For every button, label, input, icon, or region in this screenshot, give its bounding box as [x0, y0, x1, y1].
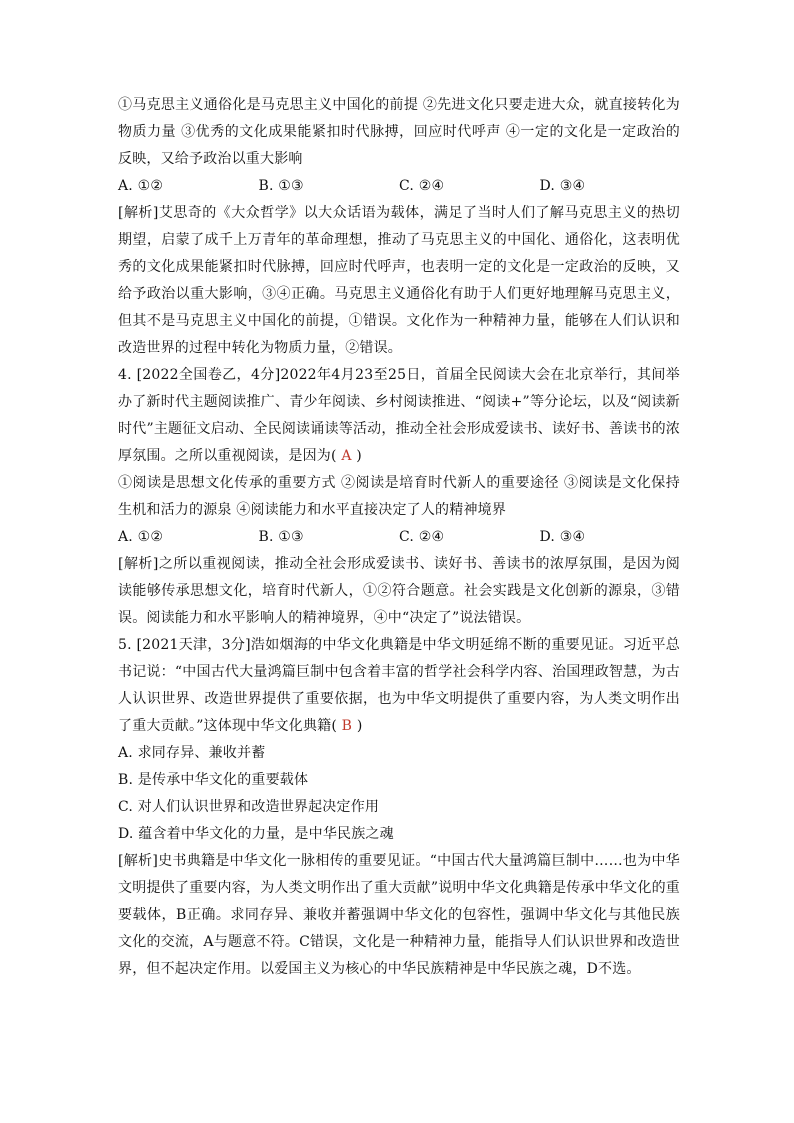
q4-option-a: A. ①② [118, 529, 164, 545]
q4-analysis: [解析]之所以重视阅读，推动全社会形成爱读书、读好书、善读书的浓厚氛围，是因为阅读能够传承思想文化，培育时代新人，①②符合题意。社会实践是文化创新的源泉，③错误。阅读能力和水平影响人的精神境界，④中“决定了”说法错误。 [118, 556, 680, 626]
q3-statements: ①马克思主义通俗化是马克思主义中国化的前提 ②先进文化只要走进大众，就直接转化为物质力量 ③优秀的文化成果能紧扣时代脉搏，回应时代呼声 ④一定的文化是一定政治的反映，又给予政治以重大影响 [118, 97, 680, 167]
q4-option-c: C. ②④ [399, 529, 445, 545]
q5-option-c: C. 对人们认识世界和改造世界起决定作用 [118, 799, 380, 815]
q5-stem-end: ) [356, 718, 363, 734]
q4-option-b: B. ①③ [258, 529, 304, 545]
q3-option-d: D. ③④ [539, 178, 586, 194]
q5-option-b: B. 是传承中华文化的重要载体 [118, 772, 309, 788]
q3-option-c: C. ②④ [399, 178, 445, 194]
q5-answer: B [337, 718, 357, 734]
q3-options [118, 173, 680, 200]
q3-option-b: B. ①③ [258, 178, 304, 194]
q5-option-d: D. 蕴含着中华文化的力量，是中华民族之魂 [118, 826, 394, 842]
document-content [118, 92, 680, 983]
q4-option-d: D. ③④ [539, 529, 586, 545]
q4-stem [118, 362, 680, 470]
q3-option-a: A. ①② [118, 178, 164, 194]
q5-analysis: [解析]史书典籍是中华文化一脉相传的重要见证。“中国古代大量鸿篇巨制中……也为中华文明提供了重要内容，为人类文明作出了重大贡献”说明中华文化典籍是传承中华文化的重要载体，B正确。求同存异、兼收并蓄强调中华文化的包容性，强调中华文化与其他民族文化的交流，A与题意不符。C错误，文化是一种精神力量，能指导人们认识世界和改造世界，但不起决定作用。以爱国主义为核心的中华民族精神是中华民族之魂，D不选。 [118, 853, 680, 977]
q4-stem-end: ) [356, 448, 362, 464]
q4-statements: ①阅读是思想文化传承的重要方式 ②阅读是培育时代新人的重要途径 ③阅读是文化保持生机和活力的源泉 ④阅读能力和水平直接决定了人的精神境界 [118, 475, 680, 518]
q4-answer: A [336, 448, 357, 464]
q4-stem-text: 4. [2022全国卷乙，4分]2022年4月23至25日，首届全民阅读大会在北京举行，其间举办了新时代主题阅读推广、青少年阅读、乡村阅读推进、“阅读+”等分论坛，以及“阅读新时代”主题征文启动、全民阅读诵读等活动，推动全社会形成爱读书、读好书、善读书的浓厚氛围。之所以重视阅读，是因为( [118, 367, 680, 464]
q5-stem-text: 5. [2021天津，3分]浩如烟海的中华文化典籍是中华文明延绵不断的重要见证。习近平总书记说：“中国古代大量鸿篇巨制中包含着丰富的哲学社会科学内容、治国理政智慧，为古人认识世界、改造世界提供了重要依据，也为中华文明提供了重要内容，为人类文明作出了重大贡献。”这体现中华文化典籍( [118, 637, 680, 734]
q4-options [118, 524, 680, 551]
q3-analysis: [解析]艾思奇的《大众哲学》以大众话语为载体，满足了当时人们了解马克思主义的热切期望，启蒙了成千上万青年的革命理想，推动了马克思主义的中国化、通俗化，这表明优秀的文化成果能紧扣时代脉搏，回应时代呼声，也表明一定的文化是一定政治的反映，又给予政治以重大影响，③④正确。马克思主义通俗化有助于人们更好地理解马克思主义，但其不是马克思主义中国化的前提，①错误。文化作为一种精神力量，能够在人们认识和改造世界的过程中转化为物质力量，②错误。 [118, 205, 680, 356]
q5-option-a: A. 求同存异、兼收并蓄 [118, 745, 266, 761]
q5-stem [118, 632, 680, 740]
